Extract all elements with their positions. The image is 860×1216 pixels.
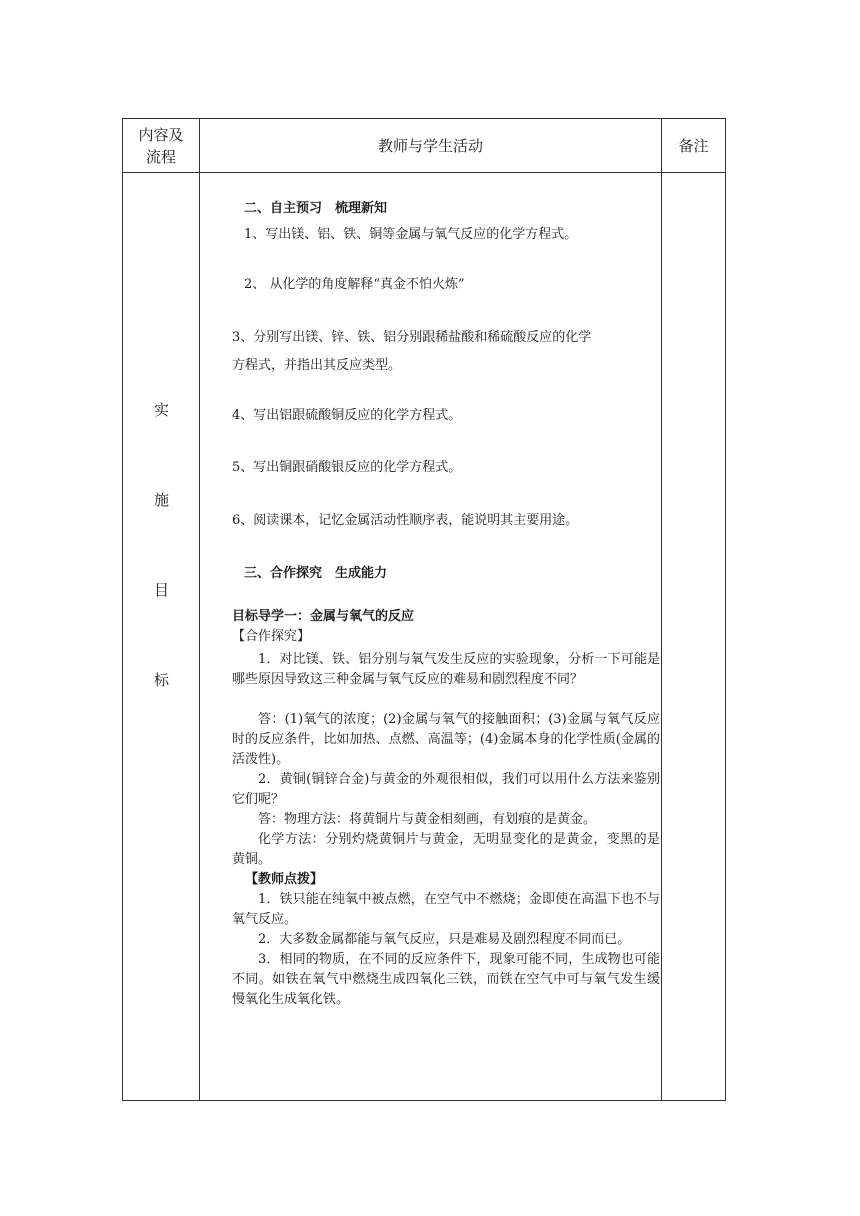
question-4: 4、写出铝跟硫酸铜反应的化学方程式。 <box>232 408 462 423</box>
question-3-line1: 3、分别写出镁、锌、铁、铝分别跟稀盐酸和稀硫酸反应的化学 <box>232 330 592 345</box>
column-divider-2 <box>661 119 662 1100</box>
explore-answer-1: 答：(1)氧气的浓度；(2)金属与氧气的接触面积；(3)金属与氧气反应时的反应条件，比如加热、点燃、高温等；(4)金属本身的化学性质(金属的活泼性)。 <box>232 712 660 767</box>
header-divider <box>123 172 725 173</box>
header-col1-line1: 内容及 <box>138 125 184 144</box>
explore-question-1: 1．对比镁、铁、铝分别与氧气发生反应的实验现象，分析一下可能是哪些原因导致这三种金属与氧气反应的难易和剧烈程度不同？ <box>232 652 660 687</box>
section3-title: 三、合作探究 生成能力 <box>244 566 388 581</box>
explore-question-2: 2．黄铜(铜锌合金)与黄金的外观很相似，我们可以用什么方法来鉴别它们呢？ <box>232 772 660 807</box>
side-label-char-2: 施 <box>153 491 169 509</box>
teacher-tip-2: 2．大多数金属都能与氧气反应，只是难易及剧烈程度不同而已。 <box>258 932 631 947</box>
side-label-char-3: 目 <box>153 581 169 599</box>
header-col1-line2: 流程 <box>145 147 176 166</box>
teacher-tip-1: 1．铁只能在纯氧中被点燃，在空气中不燃烧；金即使在高温下也不与氧气反应。 <box>232 892 660 927</box>
header-notes: 备注 <box>678 136 709 155</box>
section2-title: 二、自主预习 梳理新知 <box>244 201 388 216</box>
side-label-char-1: 实 <box>153 401 169 419</box>
question-3-line2: 方程式，并指出其反应类型。 <box>232 358 402 373</box>
side-label-char-4: 标 <box>153 671 169 689</box>
teacher-tip-3: 3．相同的物质，在不同的反应条件下，现象可能不同，生成物也可能不同。如铁在氧气中燃烧生成四氧化三铁，而铁在空气中可与氧气发生缓慢氧化生成氧化铁。 <box>232 952 660 1007</box>
header-activities: 教师与学生活动 <box>377 136 483 155</box>
explore-answer-2-chemical: 化学方法：分别灼烧黄铜片与黄金，无明显变化的是黄金，变黑的是黄铜。 <box>232 832 660 867</box>
header-content-and-process <box>123 119 199 172</box>
lesson-table <box>122 118 726 1101</box>
teacher-tips-label: 【教师点拨】 <box>245 872 324 887</box>
column-divider-1 <box>199 119 200 1100</box>
explore-answer-2-physical: 答：物理方法：将黄铜片与黄金相刻画，有划痕的是黄金。 <box>258 812 597 827</box>
question-1: 1、写出镁、铝、铁、铜等金属与氧气反应的化学方程式。 <box>244 227 578 242</box>
goal1-title: 目标导学一：金属与氧气的反应 <box>232 609 415 624</box>
coop-explore-label: 【合作探究】 <box>232 629 311 644</box>
question-2: 2、 从化学的角度解释“真金不怕火炼” <box>244 277 465 292</box>
question-6: 6、阅读课本，记忆金属活动性顺序表，能说明其主要用途。 <box>232 513 579 528</box>
question-5: 5、写出铜跟硝酸银反应的化学方程式。 <box>232 460 462 475</box>
